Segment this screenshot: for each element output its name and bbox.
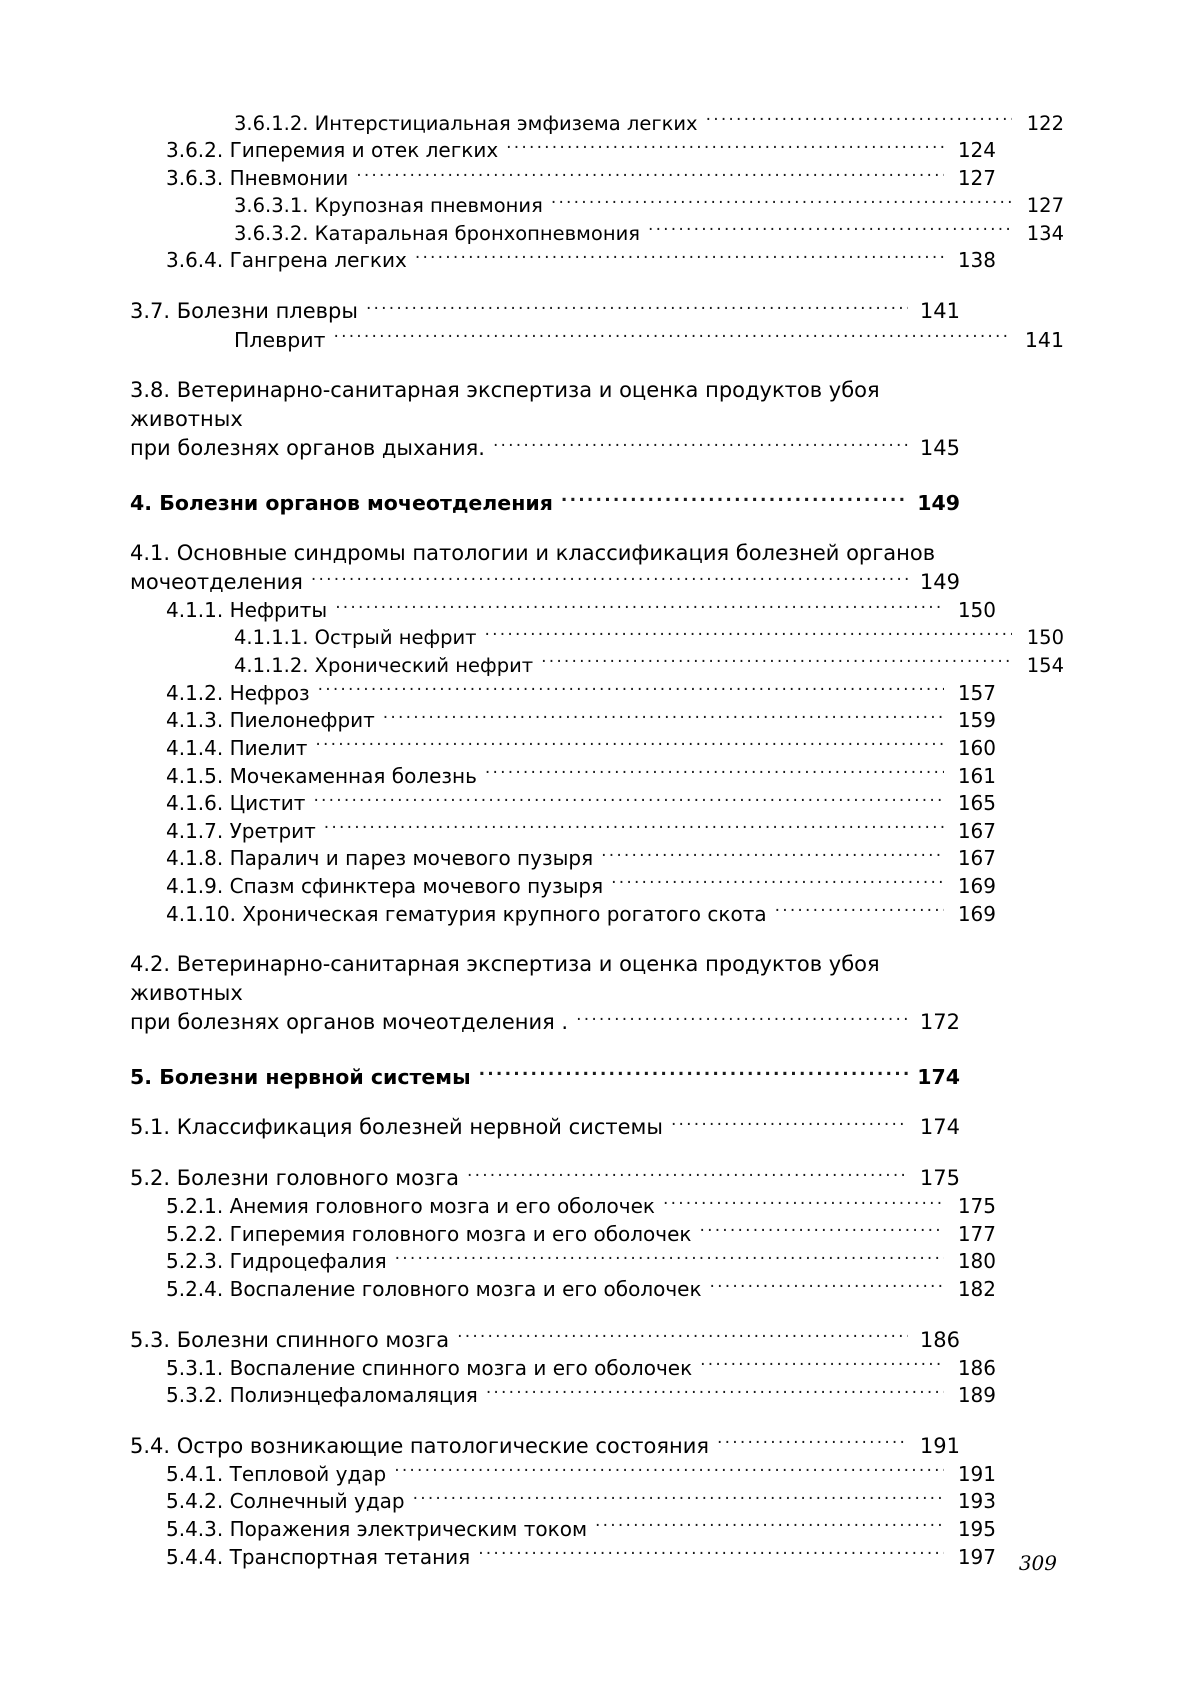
toc-page-number: 127	[1026, 194, 1064, 218]
toc-entry-text: 3.6.2. Гиперемия и отек легких	[166, 138, 499, 163]
toc-entry[interactable]	[130, 1516, 996, 1544]
toc-entry[interactable]	[130, 1276, 996, 1304]
toc-entry[interactable]	[130, 376, 960, 463]
toc-entry[interactable]	[130, 597, 996, 625]
toc-page-number: 167	[957, 846, 996, 871]
toc-entry-text: 4.2. Ветеринарно-санитарная экспертиза и оценка продуктов убоя животных	[130, 952, 880, 1006]
toc-leader-dots	[485, 763, 944, 783]
toc-entry[interactable]	[130, 763, 996, 791]
toc-page-number: 154	[1026, 653, 1064, 677]
toc-page-number: 160	[957, 735, 996, 760]
toc-leader-dots	[478, 1544, 944, 1564]
toc-entry-text: 4.1.1. Нефриты	[166, 598, 328, 623]
toc-entry-text: 4.1.9. Спазм сфинктера мочевого пузыря	[166, 873, 604, 898]
toc-leader-dots	[611, 873, 944, 893]
toc-leader-dots	[700, 1355, 944, 1375]
toc-page-number: 175	[919, 1166, 960, 1191]
toc-page-number: 134	[1026, 221, 1064, 245]
toc-entry-text: 5.4.3. Поражения электрическим током	[166, 1516, 588, 1541]
toc-page-number: 124	[957, 138, 996, 163]
toc-leader-dots	[457, 1326, 908, 1347]
toc-entry-text: 4.1.7. Уретрит	[166, 818, 316, 843]
toc-leader-dots	[663, 1193, 944, 1213]
toc-page-number: 167	[957, 818, 996, 843]
toc-entry-text: 4.1.5. Мочекаменная болезнь	[166, 763, 477, 788]
toc-entry[interactable]	[130, 137, 996, 165]
toc-page-number: 161	[957, 763, 996, 788]
toc-entry-text: 5.3. Болезни спинного мозга	[130, 1327, 450, 1352]
toc-entry-text: 5.2.4. Воспаление головного мозга и его оболочек	[166, 1277, 702, 1302]
toc-entry-text: Плеврит	[234, 327, 326, 352]
toc-leader-dots	[313, 790, 944, 810]
toc-leader-dots	[311, 568, 908, 589]
toc-entry[interactable]	[130, 818, 996, 846]
toc-leader-dots	[315, 735, 944, 755]
toc-leader-dots	[493, 434, 908, 455]
toc-page-number: 122	[1026, 111, 1064, 135]
toc-entry-text: 3.6.4. Гангрена легких	[166, 248, 407, 273]
toc-page-number: 149	[917, 491, 960, 516]
toc-page-number: 189	[957, 1383, 996, 1408]
toc-page-number: 149	[919, 570, 960, 595]
toc-entry[interactable]	[130, 652, 1064, 679]
toc-entry[interactable]	[130, 1544, 996, 1572]
toc-leader-dots	[356, 165, 944, 185]
toc-page-number: 150	[957, 598, 996, 623]
toc-entry-text: 3.7. Болезни плевры	[130, 299, 358, 323]
toc-entry[interactable]	[130, 735, 996, 763]
toc-leader-dots	[413, 1488, 944, 1508]
toc-page-number: 150	[1026, 626, 1064, 650]
toc-entry-text: 3.6.1.2. Интерстициальная эмфизема легких	[234, 111, 698, 135]
toc-entry-text: 4.1.8. Паралич и парез мочевого пузыря	[166, 846, 594, 871]
toc-leader-dots	[334, 326, 1013, 347]
toc-leader-dots	[366, 297, 908, 318]
toc-entry-text: 5.3.2. Полиэнцефаломаляция	[166, 1383, 478, 1408]
toc-leader-dots	[467, 1164, 908, 1185]
toc-entry[interactable]	[130, 950, 960, 1037]
toc-entry-text: 4.1.4. Пиелит	[166, 735, 308, 760]
toc-leader-dots	[395, 1248, 944, 1268]
toc-entry-text: 5.4.1. Тепловой удар	[166, 1461, 387, 1486]
toc-entry-text: 5.2. Болезни головного мозга	[130, 1166, 459, 1191]
toc-page-number: 157	[957, 680, 996, 705]
toc-page-number: 169	[957, 873, 996, 898]
toc-leader-dots	[335, 597, 944, 617]
toc-entry[interactable]	[130, 1355, 996, 1383]
toc-page-number: 174	[919, 1115, 960, 1140]
toc-leader-dots	[648, 220, 1012, 240]
toc-page-number: 172	[919, 1010, 960, 1035]
toc-leader-dots	[506, 137, 944, 157]
toc-entry[interactable]	[130, 193, 1064, 220]
toc-page-number: 145	[919, 436, 960, 461]
toc-page-number: 175	[957, 1194, 996, 1219]
toc-entry[interactable]	[130, 1248, 996, 1276]
toc-entry[interactable]	[130, 1193, 996, 1221]
page-number: 309	[1018, 1551, 1057, 1575]
toc-entry[interactable]	[130, 625, 1064, 652]
toc-page-number: 193	[957, 1489, 996, 1514]
toc-page-number: 138	[957, 248, 996, 273]
toc-entry-text: 4.1. Основные синдромы патологии и классификация болезней органов	[130, 541, 936, 566]
toc-entry-text: 5. Болезни нервной системы	[130, 1065, 471, 1090]
toc-entry[interactable]	[130, 707, 996, 735]
toc-entry-text: 3.6.3. Пневмонии	[166, 166, 349, 190]
toc-entry-text: 3.6.3.1. Крупозная пневмония	[234, 194, 543, 218]
toc-entry[interactable]	[130, 297, 960, 326]
toc-page-number: 159	[957, 708, 996, 733]
toc-entry[interactable]	[130, 539, 960, 597]
toc-leader-dots	[394, 1461, 944, 1481]
toc-leader-dots	[595, 1516, 944, 1536]
toc-page-number: 169	[957, 901, 996, 926]
toc-page-number: 174	[917, 1065, 960, 1090]
toc-leader-dots	[706, 110, 1012, 130]
toc-leader-dots	[485, 625, 1012, 645]
toc-page-number: 186	[957, 1355, 996, 1380]
toc-entry-text: 4.1.3. Пиелонефрит	[166, 708, 375, 733]
toc-entry[interactable]	[130, 680, 996, 708]
toc-leader-dots	[601, 845, 944, 865]
toc-entry-text: 5.4.2. Солнечный удар	[166, 1489, 405, 1514]
toc-leader-dots	[717, 1432, 908, 1453]
toc-page-number: 180	[957, 1249, 996, 1274]
toc-entry[interactable]	[130, 326, 1064, 354]
toc-leader-dots	[479, 1064, 908, 1085]
toc-leader-dots	[576, 1008, 908, 1029]
toc-entry[interactable]	[130, 1488, 996, 1516]
toc-entry[interactable]	[130, 489, 960, 517]
toc-entry-text: 4.1.6. Цистит	[166, 791, 306, 816]
toc-page-number: 191	[919, 1433, 960, 1458]
toc-entry[interactable]	[130, 247, 996, 275]
toc-entry[interactable]	[130, 110, 1064, 137]
toc-leader-dots	[318, 680, 944, 700]
toc-page-number: 165	[957, 791, 996, 816]
toc-entry[interactable]	[130, 1461, 996, 1489]
toc-entry-text-cont: мочеотделения	[130, 570, 303, 595]
toc-page-number: 186	[919, 1327, 960, 1352]
toc-entry-text: 5.3.1. Воспаление спинного мозга и его оболочек	[166, 1355, 693, 1380]
toc-entry[interactable]	[130, 873, 996, 901]
toc-entry[interactable]	[130, 901, 996, 929]
toc-leader-dots	[486, 1382, 944, 1402]
toc-entry[interactable]	[130, 1382, 996, 1410]
toc-entry-text: 5.4.4. Транспортная тетания	[166, 1544, 471, 1569]
toc-entry-text: 4. Болезни органов мочеотделения	[130, 491, 553, 516]
toc-page-number: 141	[1024, 327, 1064, 352]
toc-entry-text-cont: при болезнях органов мочеотделения .	[130, 1010, 569, 1035]
toc-leader-dots	[383, 707, 944, 727]
toc-entry[interactable]	[130, 1063, 960, 1091]
toc-leader-dots	[775, 901, 944, 921]
toc-leader-dots	[700, 1221, 945, 1241]
toc-entry[interactable]	[130, 165, 996, 193]
toc-entry-text: 5.2.1. Анемия головного мозга и его оболочек	[166, 1194, 655, 1219]
toc-entry[interactable]	[130, 1326, 960, 1355]
toc-entry-text: 3.6.3.2. Катаральная бронхопневмония	[234, 221, 640, 245]
toc-leader-dots	[710, 1276, 944, 1296]
toc-leader-dots	[551, 193, 1012, 213]
toc-entry[interactable]	[130, 1164, 960, 1193]
toc-page-number: 127	[957, 166, 996, 190]
toc-entry-text: 5.2.3. Гидроцефалия	[166, 1249, 387, 1274]
toc-page-number: 141	[919, 299, 960, 323]
toc-entry-text: 5.2.2. Гиперемия головного мозга и его оболочек	[166, 1221, 692, 1246]
toc-entry[interactable]	[130, 1432, 960, 1461]
toc-page-number: 197	[957, 1544, 996, 1569]
toc-leader-dots	[561, 490, 908, 511]
toc-entry[interactable]	[130, 790, 996, 818]
toc-entry-text: 5.4. Остро возникающие патологические состояния	[130, 1433, 710, 1458]
toc-entry-text: 4.1.2. Нефроз	[166, 680, 310, 705]
toc-entry-text: 4.1.10. Хроническая гематурия крупного рогатого скота	[166, 901, 767, 926]
toc-leader-dots	[541, 652, 1012, 672]
toc-entry-text: 4.1.1.1. Острый нефрит	[234, 626, 477, 650]
toc-leader-dots	[324, 818, 944, 838]
toc-entry[interactable]	[130, 845, 996, 873]
toc-leader-dots	[415, 247, 944, 267]
toc-entry[interactable]	[130, 1113, 960, 1142]
toc-page-number: 191	[957, 1461, 996, 1486]
toc-page-number: 182	[957, 1277, 996, 1302]
toc-entry[interactable]	[130, 1221, 996, 1249]
toc-entry-text: 4.1.1.2. Хронический нефрит	[234, 653, 534, 677]
toc-page-number: 195	[957, 1516, 996, 1541]
toc-entry-text-cont: при болезнях органов дыхания.	[130, 436, 485, 461]
toc-entry-text: 5.1. Классификация болезней нервной системы	[130, 1115, 663, 1140]
toc-leader-dots	[671, 1113, 908, 1134]
toc-entry[interactable]	[130, 220, 1064, 247]
toc-entry-text: 3.8. Ветеринарно-санитарная экспертиза и оценка продуктов убоя животных	[130, 378, 880, 432]
toc-page-number: 177	[957, 1221, 996, 1246]
